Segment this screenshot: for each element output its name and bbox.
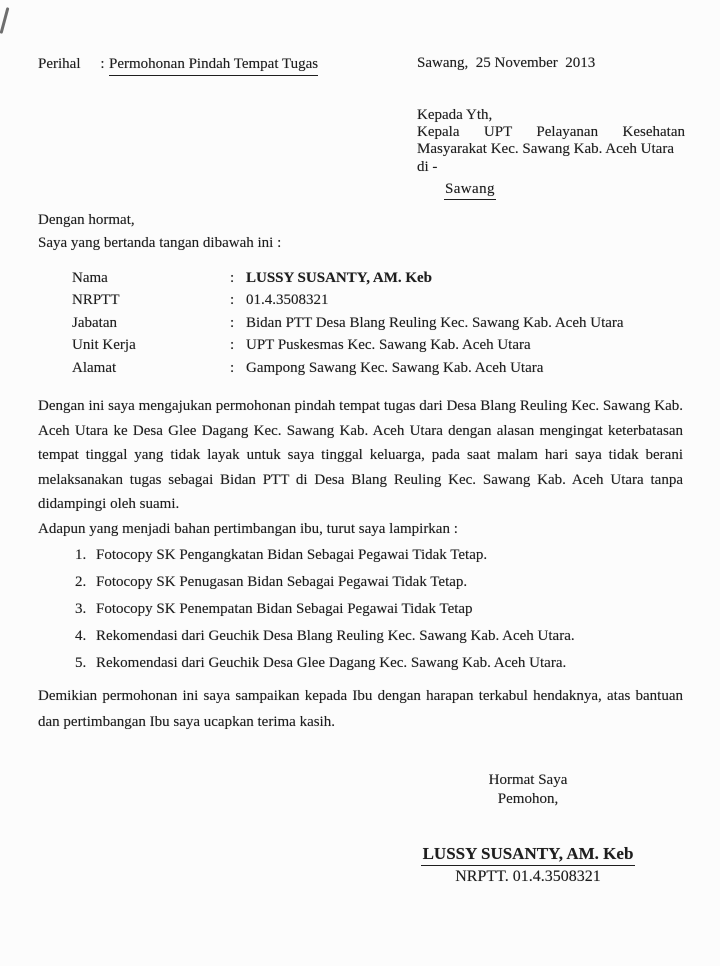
- signature-respect-line: Hormat Saya: [488, 772, 568, 789]
- list-item-text: Rekomendasi dari Geuchik Desa Glee Dagang Kec. Sawang Kab. Aceh Utara.: [96, 655, 567, 672]
- list-item: [75, 569, 683, 596]
- identity-separator: :: [230, 359, 235, 376]
- subject-label: Perihal: [38, 56, 81, 72]
- identity-row-nrptt: [72, 289, 683, 311]
- identity-separator: :: [230, 337, 235, 354]
- recipient-title-line1: Kepala UPT Pelayanan Kesehatan: [417, 124, 685, 141]
- subject-value: Permohonan Pindah Tempat Tugas: [109, 54, 318, 76]
- identity-label: NRPTT: [72, 292, 120, 309]
- list-item: [75, 623, 683, 650]
- list-item-text: Fotocopy SK Penempatan Bidan Sebagai Pegawai Tidak Tetap: [96, 601, 473, 618]
- list-item-number: 2.: [75, 574, 87, 591]
- identity-row-unit-kerja: [72, 334, 683, 356]
- salutation-block: [38, 209, 683, 255]
- identity-row-jabatan: [72, 312, 683, 334]
- scan-artifact-mark: [0, 7, 9, 34]
- list-item-number: 4.: [75, 628, 87, 645]
- identity-separator: :: [230, 270, 235, 287]
- list-item-number: 5.: [75, 655, 87, 672]
- signature-role-line: Pemohon,: [497, 790, 559, 807]
- signature-block: [388, 771, 668, 886]
- recipient-block: [417, 107, 685, 200]
- identity-separator: :: [230, 314, 235, 331]
- attachments-list: [38, 542, 683, 677]
- identity-label: Nama: [72, 270, 108, 287]
- salutation-intro: Saya yang bertanda tangan dibawah ini :: [38, 235, 282, 252]
- identity-separator: :: [230, 292, 235, 309]
- identity-value: Bidan PTT Desa Blang Reuling Kec. Sawang Kab. Aceh Utara: [246, 314, 624, 331]
- signature-name: LUSSY SUSANTY, AM. Keb: [421, 844, 636, 866]
- identity-label: Unit Kerja: [72, 337, 136, 354]
- list-item-text: Fotocopy SK Penugasan Bidan Sebagai Pegawai Tidak Tetap.: [96, 574, 468, 591]
- list-item: [75, 542, 683, 569]
- recipient-at-line: di -: [417, 158, 438, 175]
- recipient-salute: Kepada Yth,: [417, 107, 493, 123]
- identity-label: Alamat: [72, 359, 117, 376]
- identity-value: LUSSY SUSANTY, AM. Keb: [246, 270, 433, 287]
- signature-id: NRPTT. 01.4.3508321: [455, 868, 601, 886]
- request-paragraph: Dengan ini saya mengajukan permohonan pindah tempat tugas dari Desa Blang Reuling Kec. Sawang Kab. Aceh Utara ke Desa Glee Dagang Kec. Sawang Kab. Aceh Utara dengan alasan mengingat keterbatasan tempat tinggal yang tidak layak untuk saya tinggal keluarga, pada saat malam hari saya tidak berani melaksanakan tugas sebagai Bidan PTT di Desa Blang Reuling Kec. Sawang Kab. Aceh Utara tanpa didampingi oleh suami.: [38, 398, 683, 513]
- list-item: [75, 596, 683, 623]
- list-item-text: Rekomendasi dari Geuchik Desa Blang Reuling Kec. Sawang Kab. Aceh Utara.: [96, 628, 575, 645]
- subject-separator: :: [100, 56, 105, 72]
- subject-line: [38, 54, 318, 76]
- attachments-intro: Adapun yang menjadi bahan pertimbangan ibu, turut saya lampirkan :: [38, 521, 458, 538]
- recipient-city: [417, 181, 685, 200]
- identity-row-nama: [72, 267, 683, 289]
- recipient-title-line2: Masyarakat Kec. Sawang Kab. Aceh Utara: [417, 141, 674, 158]
- list-item-number: 3.: [75, 601, 87, 618]
- recipient-city-name: Sawang: [444, 181, 496, 200]
- signature-name-block: [388, 844, 668, 886]
- identity-value: Gampong Sawang Kec. Sawang Kab. Aceh Utara: [246, 359, 544, 376]
- list-item-number: 1.: [75, 547, 87, 564]
- list-item-text: Fotocopy SK Pengangkatan Bidan Sebagai Pegawai Tidak Tetap.: [96, 547, 488, 564]
- identity-value: UPT Puskesmas Kec. Sawang Kab. Aceh Utara: [246, 337, 531, 354]
- identity-row-alamat: [72, 357, 683, 379]
- date-line: Sawang, 25 November 2013: [417, 55, 596, 71]
- signature-heading: [388, 771, 668, 808]
- closing-paragraph: Demikian permohonan ini saya sampaikan kepada Ibu dengan harapan terkabul hendaknya, atas bantuan dan pertimbangan Ibu saya ucapkan terima kasih.: [38, 688, 683, 731]
- identity-table: [72, 267, 683, 379]
- salutation-line: Dengan hormat,: [38, 212, 135, 229]
- identity-label: Jabatan: [72, 314, 117, 331]
- list-item: [75, 650, 683, 677]
- identity-value: 01.4.3508321: [246, 292, 329, 309]
